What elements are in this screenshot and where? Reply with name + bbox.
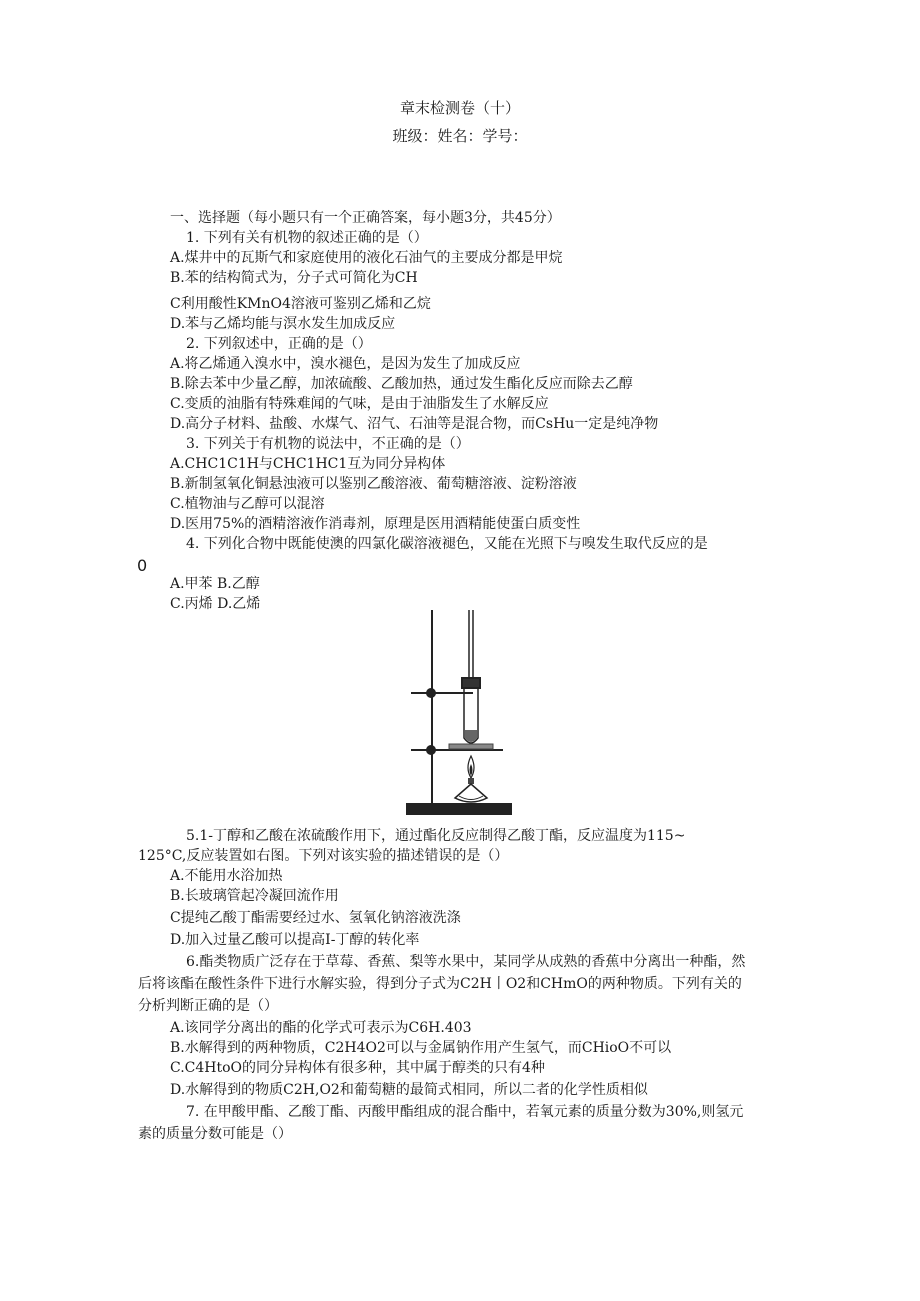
question-5-option-c: C提纯乙酸丁酯需要经过水、氢氧化钠溶液洗涤 <box>170 910 461 926</box>
question-7-stem-line-2: 素的质量分数可能是（） <box>138 1126 292 1142</box>
question-6-option-a: A.该同学分离出的酯的化学式可表示为C6H.403 <box>170 1020 472 1036</box>
question-5-stem-line-2: 125°C,反应装置如右图。下列对该实验的描述错误的是（） <box>138 848 509 864</box>
student-info-line: 班级：姓名：学号： <box>392 127 528 145</box>
question-5-option-b: B.长玻璃管起冷凝回流作用 <box>170 888 339 904</box>
question-1-option-c: C利用酸性KMnO4溶液可鉴别乙烯和乙烷 <box>170 296 431 312</box>
question-5-option-a: A.不能用水浴加热 <box>170 868 283 884</box>
stray-character: 0 <box>137 556 148 575</box>
question-3-option-b: B.新制氢氧化铜悬浊液可以鉴别乙酸溶液、葡萄糖溶液、淀粉溶液 <box>170 476 577 492</box>
question-3-option-d: D.医用75%的酒精溶液作消毒剂，原理是医用酒精能使蛋白质变性 <box>170 516 581 532</box>
question-6-stem-line-2: 后将该酯在酸性条件下进行水解实验，得到分子式为C2H丨O2和CHmO的两种物质。下列有关的 <box>138 976 742 992</box>
question-6-stem-line-3: 分析判断正确的是（） <box>138 998 278 1014</box>
question-2-option-c: C.变质的油脂有特殊难闻的气味，是由于油脂发生了水解反应 <box>170 396 549 412</box>
question-3-option-a: A.CHC1C1H与CHC1HC1互为同分异构体 <box>170 456 446 472</box>
question-1-stem: 1. 下列有关有机物的叙述正确的是（） <box>186 230 428 246</box>
question-1-option-d: D.苯与乙烯均能与溟水发生加成反应 <box>170 316 396 332</box>
question-6-stem-line-1: 6.酯类物质广泛存在于草莓、香蕉、梨等水果中，某同学从成熟的香蕉中分离出一种酯，然 <box>186 954 746 970</box>
question-3-option-c: C.植物油与乙醇可以混溶 <box>170 496 325 512</box>
question-4-stem: 4. 下列化合物中既能使澳的四氯化碳溶液褪色，又能在光照下与嗅发生取代反应的是 <box>186 536 708 552</box>
reflux-apparatus-figure <box>405 608 513 818</box>
question-6-option-c: C.C4HtoO的同分异构体有很多种，其中属于醇类的只有4种 <box>170 1060 545 1076</box>
question-2-option-a: A.将乙烯通入溴水中，溴水褪色，是因为发生了加成反应 <box>170 356 521 372</box>
question-4-options-cd: C.丙烯 D.乙烯 <box>170 596 261 612</box>
question-3-stem: 3. 下列关于有机物的说法中，不正确的是（） <box>186 436 470 452</box>
question-2-option-d: D.高分子材料、盐酸、水煤气、沼气、石油等是混合物，而CsHu一定是纯净物 <box>170 416 659 432</box>
question-4-options-ab: A.甲苯 B.乙醇 <box>170 576 260 592</box>
question-1-option-a: A.煤井中的瓦斯气和家庭使用的液化石油气的主要成分都是甲烷 <box>170 250 563 266</box>
question-6-option-b: B.水解得到的两种物质，C2H4O2可以与金属钠作用产生氢气，而CHioO不可以 <box>170 1040 672 1056</box>
question-2-option-b: B.除去苯中少量乙醇，加浓硫酸、乙酸加热，通过发生酯化反应而除去乙醇 <box>170 376 633 392</box>
section-heading: 一、选择题（每小题只有一个正确答案，每小题3分，共45分） <box>170 210 561 226</box>
question-5-stem-line-1: 5.1-丁醇和乙酸在浓硫酸作用下，通过酯化反应制得乙酸丁酯，反应温度为115~ <box>186 828 686 844</box>
question-2-stem: 2. 下列叙述中，正确的是（） <box>186 336 372 352</box>
question-7-stem-line-1: 7. 在甲酸甲酯、乙酸丁酯、丙酸甲酯组成的混合酯中，若氧元素的质量分数为30%,则氢元 <box>186 1104 744 1120</box>
question-1-option-b: B.苯的结构简式为，分子式可简化为CH <box>170 270 418 286</box>
question-5-option-d: D.加入过量乙酸可以提高I-丁醇的转化率 <box>170 932 420 948</box>
question-6-option-d: D.水解得到的物质C2H,O2和葡萄糖的最简式相同，所以二者的化学性质相似 <box>170 1082 648 1098</box>
page-title: 章末检测卷（十） <box>399 99 520 117</box>
